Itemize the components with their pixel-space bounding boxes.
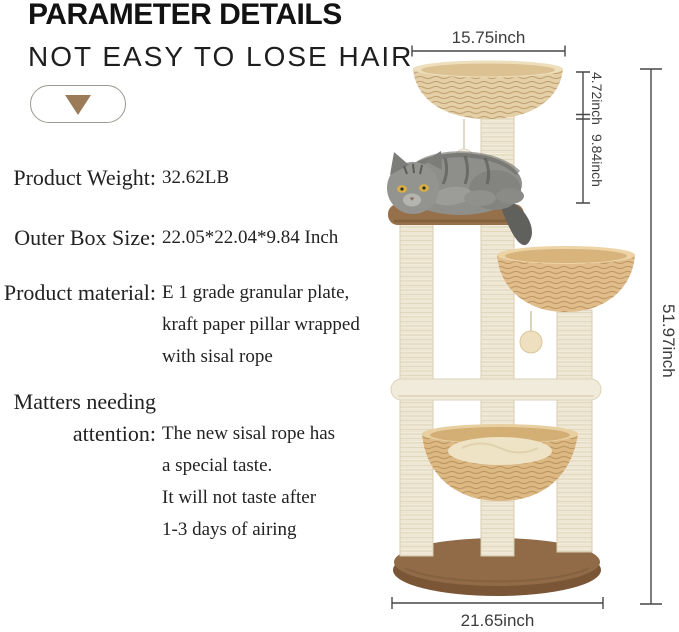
spec-value-line: 1-3 days of airing [162,519,297,540]
pom-ball-middle [520,311,542,353]
spec-row-product-weight [0,162,229,194]
dim-basket-depth-label: 4.72inch [589,72,605,125]
spec-value-line: a special taste. [162,455,273,476]
triangle-down-icon [65,95,91,115]
spec-value-line: with sisal rope [162,346,273,367]
spec-value-line: 22.05*22.04*9.84 Inch [162,227,339,248]
spec-value-line: 32.62LB [162,167,230,188]
dim-tier-gap-label: 9.84inch [589,134,605,187]
middle-platform [391,379,601,400]
bottom-basket [422,424,578,501]
cat-tree-illustration [380,0,679,632]
spec-row-product-material [0,277,360,373]
dim-total-height-label: 51.97inch [659,304,678,378]
spec-value-line: E 1 grade granular plate, [162,282,350,303]
spec-label: Product material: [3,280,156,305]
spec-value-line: kraft paper pillar wrapped [162,314,360,335]
spec-value-line: The new sisal rope has [162,423,336,444]
spec-value [162,386,335,546]
page-subtitle: NOT EASY TO LOSE HAIR [28,41,414,72]
spec-label: Product Weight: [13,165,156,190]
spec-row-matters-needing-attention [0,386,335,546]
section-marker-pill [30,85,126,123]
spec-value-line: It will not taste after [162,487,317,508]
page-title: PARAMETER DETAILS [28,0,342,31]
dim-top-width-label: 15.75inch [451,28,526,47]
spec-value [162,162,229,194]
dim-base-width-label: 21.65inch [460,611,535,630]
spec-label-line: Matters needing [13,389,156,414]
cat-paw [496,188,524,204]
top-basket [413,61,563,120]
middle-basket [497,246,635,312]
spec-label: Outer Box Size: [14,225,156,250]
cushion [448,437,552,465]
spec-label [0,386,156,546]
spec-value [162,277,360,373]
cat-paw [464,190,496,206]
spec-label-line: attention: [72,421,156,446]
spec-row-outer-box-size [0,222,338,254]
spec-value [162,222,338,254]
